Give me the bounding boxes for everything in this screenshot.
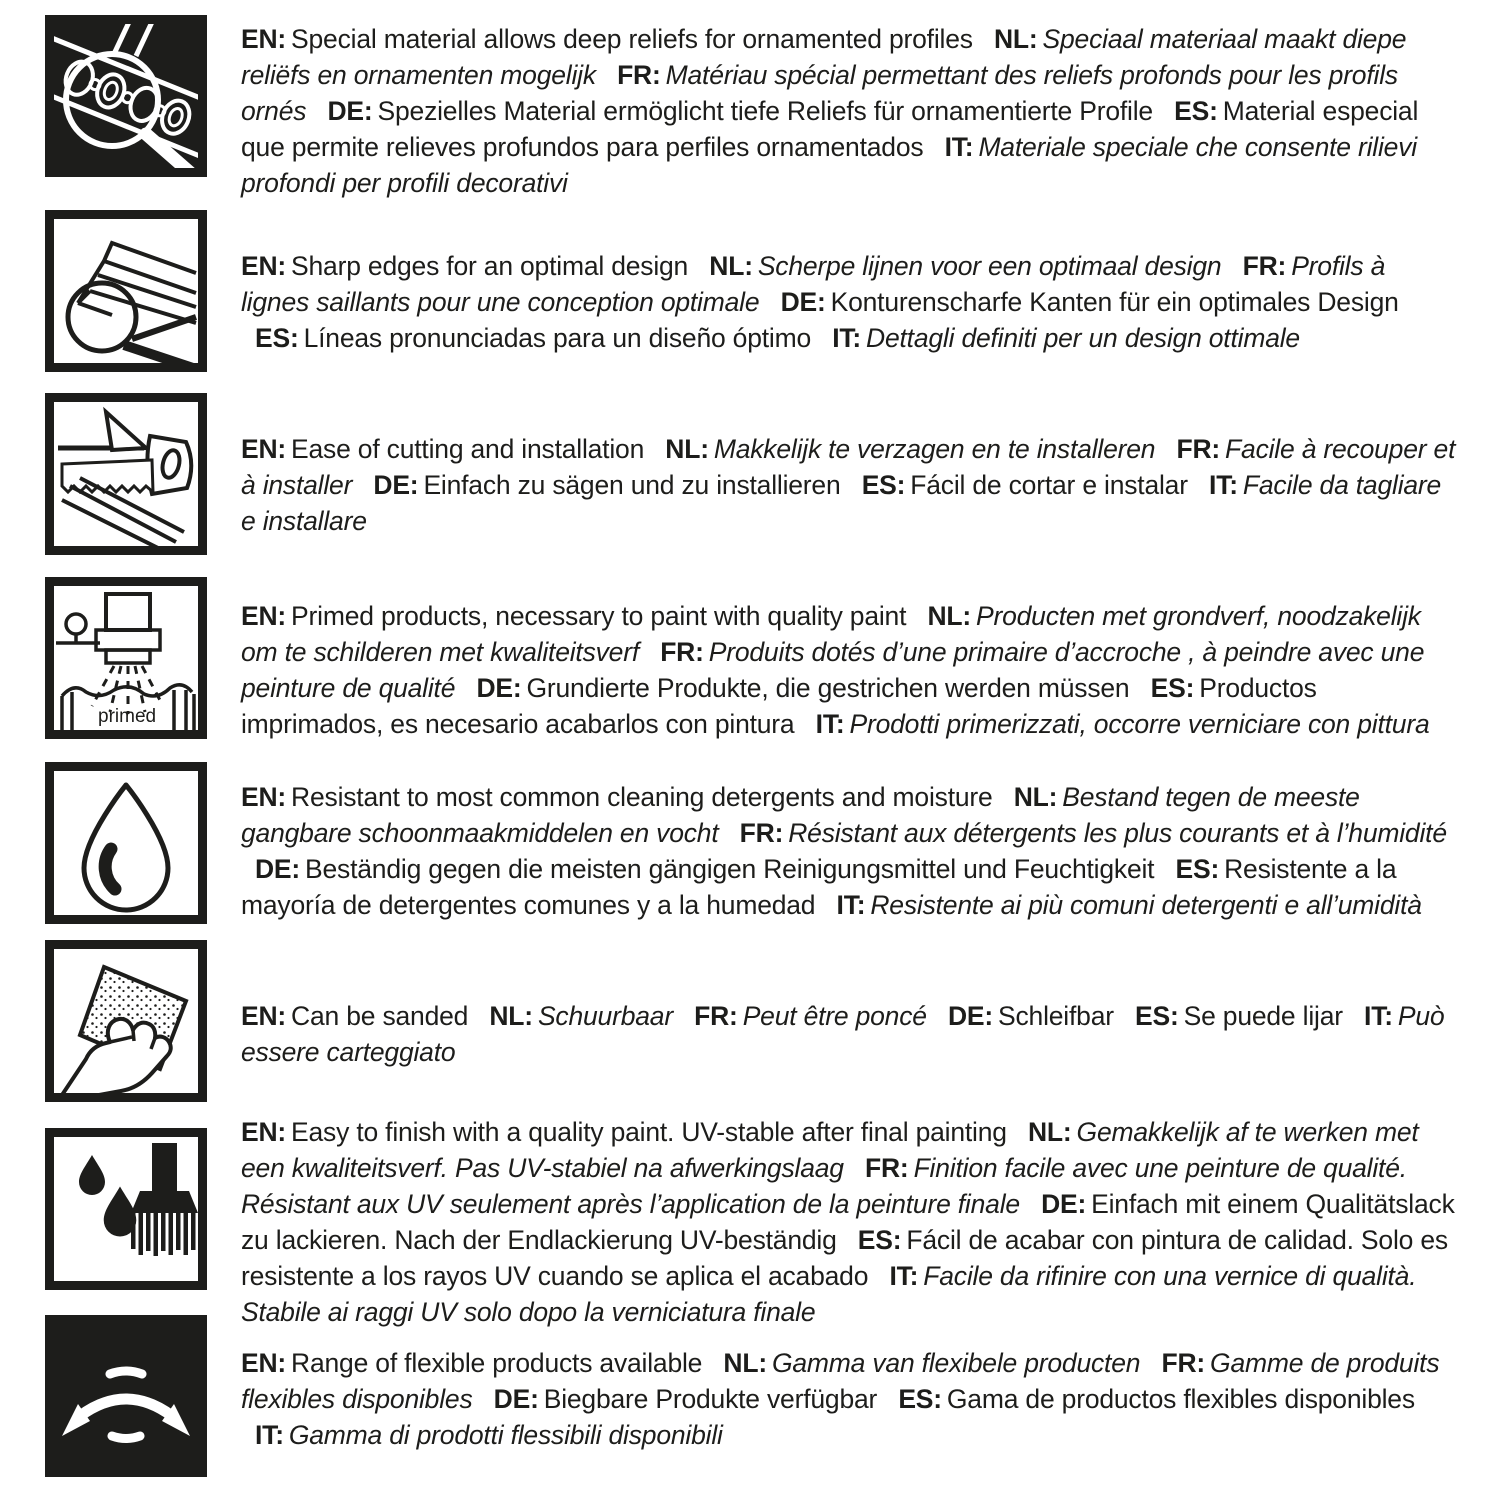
lang-label-nl: NL: [665, 434, 709, 464]
feature-text-fr: Profils à lignes saillants pour une conception optimale [241, 250, 1386, 317]
feature-text-en: Special material allows deep reliefs for ornamented profiles [291, 24, 973, 54]
feature-row-cutting [45, 393, 1464, 577]
lang-label-de: DE: [947, 1001, 994, 1031]
feature-text [241, 998, 1456, 1070]
lang-label-en: EN: [241, 782, 287, 812]
feature-text-es: Fácil de acabar con pintura de calidad. Solo es resistente a los rayos UV cuando se aplica el acabado [241, 1224, 1448, 1291]
feature-text-es: Resistente a la mayoría de detergentes comunes y a la humedad [241, 854, 1397, 920]
feature-text-en: Easy to finish with a quality paint. UV-stable after final painting [291, 1116, 1007, 1147]
lang-label-it: IT: [944, 132, 974, 162]
lang-label-es: ES: [898, 1383, 942, 1414]
feature-text-en: Primed products, necessary to paint with quality paint [291, 600, 907, 631]
feature-text-de: Biegbare Produkte verfügbar [543, 1383, 878, 1414]
lang-label-nl: NL: [709, 250, 753, 281]
lang-label-de: DE: [255, 854, 301, 884]
saw-cutting-icon [45, 393, 207, 555]
lang-label-nl: NL: [993, 24, 1038, 54]
feature-text-fr: Gamme de produits flexibles disponibles [241, 1347, 1440, 1414]
feature-text-fr: Résistant aux détergents les plus courants et à l’humidité [788, 818, 1447, 848]
lang-label-en: EN: [241, 1347, 287, 1378]
paint-finish-icon [45, 1128, 207, 1290]
feature-text-it: Può essere carteggiato [241, 1001, 1445, 1067]
feature-text-fr: Matériau spécial permettant des reliefs profonds pour les profils ornés [241, 60, 1398, 126]
lang-label-de: DE: [493, 1383, 539, 1414]
feature-row-deep-reliefs [45, 15, 1464, 210]
feature-text [241, 779, 1456, 923]
lang-label-en: EN: [241, 1116, 287, 1147]
lang-label-fr: FR: [660, 636, 704, 667]
feature-text-nl: Schuurbaar [537, 1001, 673, 1031]
lang-label-de: DE: [373, 470, 419, 500]
moisture-resistant-icon [45, 762, 207, 924]
feature-text-de: Einfach mit einem Qualitätslack zu lackieren. Nach der Endlackierung UV-beständig [241, 1188, 1455, 1255]
feature-text-es: Líneas pronunciadas para un diseño óptimo [303, 322, 812, 353]
sharp-edges-icon [45, 210, 207, 372]
feature-text-de: Einfach zu sägen und zu installieren [423, 470, 841, 500]
feature-text-en: Ease of cutting and installation [291, 434, 645, 464]
feature-text [241, 248, 1456, 356]
lang-label-fr: FR: [739, 818, 784, 848]
lang-label-fr: FR: [1161, 1347, 1206, 1378]
feature-text-en: Sharp edges for an optimal design [291, 250, 689, 281]
lang-label-es: ES: [861, 470, 906, 500]
feature-row-primed [45, 577, 1464, 762]
lang-label-es: ES: [1174, 96, 1218, 126]
feature-text-nl: Gemakkelijk af te werken met een kwaliteitsverf. Pas UV-stabiel na afwerkingslaag [241, 1116, 1419, 1183]
feature-text [241, 431, 1456, 539]
feature-text-de: Spezielles Material ermöglicht tiefe Reliefs für ornamentierte Profile [377, 96, 1153, 126]
feature-text-fr: Produits dotés d’une primaire d’accroche , à peindre avec une peinture de qualité [241, 636, 1425, 703]
feature-text-nl: Bestand tegen de meeste gangbare schoonmaakmiddelen en vocht [241, 782, 1360, 848]
feature-text-it: Resistente ai più comuni detergenti e all’umidità [870, 890, 1422, 920]
lang-label-it: IT: [889, 1260, 919, 1291]
feature-text-en: Range of flexible products available [291, 1347, 703, 1378]
feature-text-fr: Peut être poncé [742, 1001, 927, 1031]
feature-row-sharp-edges [45, 210, 1464, 393]
feature-text [241, 1345, 1456, 1453]
lang-label-de: DE: [327, 96, 373, 126]
lang-label-de: DE: [780, 286, 826, 317]
primer-spray-icon [45, 577, 207, 739]
feature-row-finish [45, 1116, 1464, 1327]
lang-label-fr: FR: [1176, 434, 1221, 464]
lang-label-es: ES: [1175, 854, 1220, 884]
primed-label: primed [98, 706, 157, 727]
feature-row-moisture [45, 762, 1464, 940]
lang-label-fr: FR: [617, 60, 661, 90]
lang-label-de: DE: [476, 672, 522, 703]
flexible-icon [45, 1315, 207, 1477]
feature-row-sandable [45, 940, 1464, 1128]
lang-label-en: EN: [241, 434, 287, 464]
feature-text-en: Resistant to most common cleaning detergents and moisture [291, 782, 993, 812]
feature-text-it: Prodotti primerizzati, occorre verniciare con pittura [849, 708, 1430, 739]
feature-text-it: Gamma di prodotti flessibili disponibili [288, 1419, 723, 1450]
feature-text-nl: Makkelijk te verzagen en te installeren [713, 434, 1156, 464]
sandable-icon [45, 940, 207, 1102]
feature-text-fr: Finition facile avec une peinture de qualité. Résistant aux UV seulement après l’application de la peinture finale [241, 1152, 1407, 1219]
lang-label-nl: NL: [1027, 1116, 1072, 1147]
feature-text-es: Gama de productos flexibles disponibles [946, 1383, 1415, 1414]
lang-label-it: IT: [832, 322, 862, 353]
feature-text-it: Dettagli definiti per un design ottimale [866, 322, 1300, 353]
lang-label-it: IT: [836, 890, 866, 920]
feature-text-es: Fácil de cortar e instalar [910, 470, 1188, 500]
feature-text-en: Can be sanded [291, 1001, 469, 1031]
lang-label-nl: NL: [723, 1347, 767, 1378]
feature-text-it: Facile da tagliare e installare [241, 470, 1442, 536]
feature-text-nl: Gamma van flexibele producten [771, 1347, 1141, 1378]
lang-label-it: IT: [1209, 470, 1238, 500]
lang-label-it: IT: [255, 1419, 284, 1450]
feature-row-flexible [45, 1315, 1464, 1482]
lang-label-de: DE: [1041, 1188, 1087, 1219]
feature-text-es: Productos imprimados, es necesario acabarlos con pintura [241, 672, 1317, 739]
lang-label-es: ES: [857, 1224, 902, 1255]
feature-text-fr: Facile à recouper et à installer [241, 434, 1456, 500]
feature-text-nl: Producten met grondverf, noodzakelijk om te schilderen met kwaliteitsverf [241, 600, 1421, 667]
lang-label-it: IT: [1364, 1001, 1393, 1031]
lang-label-en: EN: [241, 24, 287, 54]
feature-text [241, 1114, 1456, 1330]
feature-text-nl: Scherpe lijnen voor een optimaal design [757, 250, 1222, 281]
lang-label-nl: NL: [489, 1001, 533, 1031]
lang-label-es: ES: [1150, 672, 1195, 703]
lang-label-es: ES: [255, 322, 299, 353]
feature-text-de: Schleifbar [998, 1001, 1114, 1031]
feature-text-it: Materiale speciale che consente rilievi profondi per profili decorativi [241, 132, 1417, 198]
lang-label-fr: FR: [694, 1001, 738, 1031]
feature-text-es: Se puede lijar [1183, 1001, 1343, 1031]
feature-text-nl: Speciaal materiaal maakt diepe reliëfs en ornamenten mogelijk [241, 24, 1407, 90]
feature-text-es: Material especial que permite relieves profundos para perfiles ornamentados [241, 96, 1419, 162]
lang-label-nl: NL: [927, 600, 971, 631]
feature-text-de: Grundierte Produkte, die gestrichen werden müssen [526, 672, 1130, 703]
lang-label-fr: FR: [1242, 250, 1287, 281]
deep-relief-ornament-icon [45, 15, 207, 177]
feature-text-it: Facile da rifinire con una vernice di qualità. Stabile ai raggi UV solo dopo la verniciatura finale [241, 1260, 1417, 1327]
lang-label-es: ES: [1135, 1001, 1179, 1031]
lang-label-en: EN: [241, 250, 287, 281]
lang-label-en: EN: [241, 1001, 287, 1031]
feature-text [241, 598, 1456, 742]
feature-text [241, 15, 1456, 201]
lang-label-nl: NL: [1013, 782, 1058, 812]
feature-text-de: Konturenscharfe Kanten für ein optimales Design [830, 286, 1399, 317]
lang-label-en: EN: [241, 600, 287, 631]
feature-text-de: Beständig gegen die meisten gängigen Reinigungsmittel und Feuchtigkeit [305, 854, 1155, 884]
lang-label-fr: FR: [865, 1152, 909, 1183]
lang-label-it: IT: [815, 708, 845, 739]
